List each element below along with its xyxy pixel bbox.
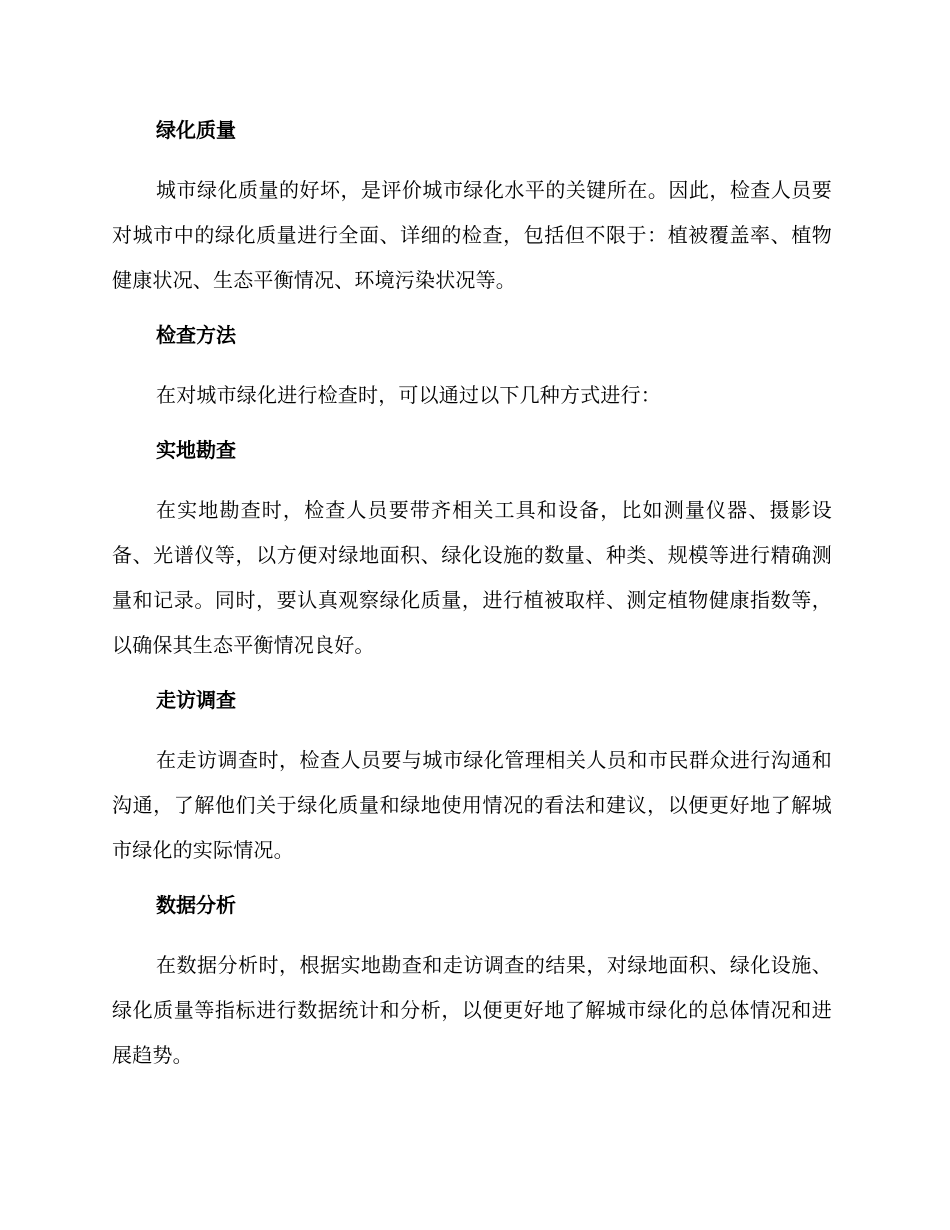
section-heading-site-survey: 实地勘查 [156,438,236,462]
section-heading-data-analysis: 数据分析 [156,893,236,917]
section-heading-inspection-method: 检查方法 [156,323,236,347]
section-heading-interview-survey: 走访调查 [156,688,236,712]
section-paragraph-inspection-method: 在对城市绿化进行检查时，可以通过以下几种方式进行： [156,383,661,407]
section-paragraph-green-quality: 城市绿化质量的好坏，是评价城市绿化水平的关键所在。因此，检查人员要对城市中的绿化质量进行全面、详细的检查，包括但不限于：植被覆盖率、植物健康状况、生态平衡情况、环境污染状况等。 [112,178,832,292]
section-heading-green-quality: 绿化质量 [156,118,236,142]
section-paragraph-data-analysis: 在数据分析时，根据实地勘查和走访调查的结果，对绿地面积、绿化设施、绿化质量等指标进行数据统计和分析，以便更好地了解城市绿化的总体情况和进展趋势。 [112,953,832,1067]
section-paragraph-site-survey: 在实地勘查时，检查人员要带齐相关工具和设备，比如测量仪器、摄影设备、光谱仪等，以方便对绿地面积、绿化设施的数量、种类、规模等进行精确测量和记录。同时，要认真观察绿化质量，进行植被取样、测定植物健康指数等，以确保其生态平衡情况良好。 [112,498,832,657]
document-body [112,110,832,1090]
section-paragraph-interview-survey: 在走访调查时，检查人员要与城市绿化管理相关人员和市民群众进行沟通和沟通，了解他们关于绿化质量和绿地使用情况的看法和建议，以便更好地了解城市绿化的实际情况。 [112,748,832,862]
